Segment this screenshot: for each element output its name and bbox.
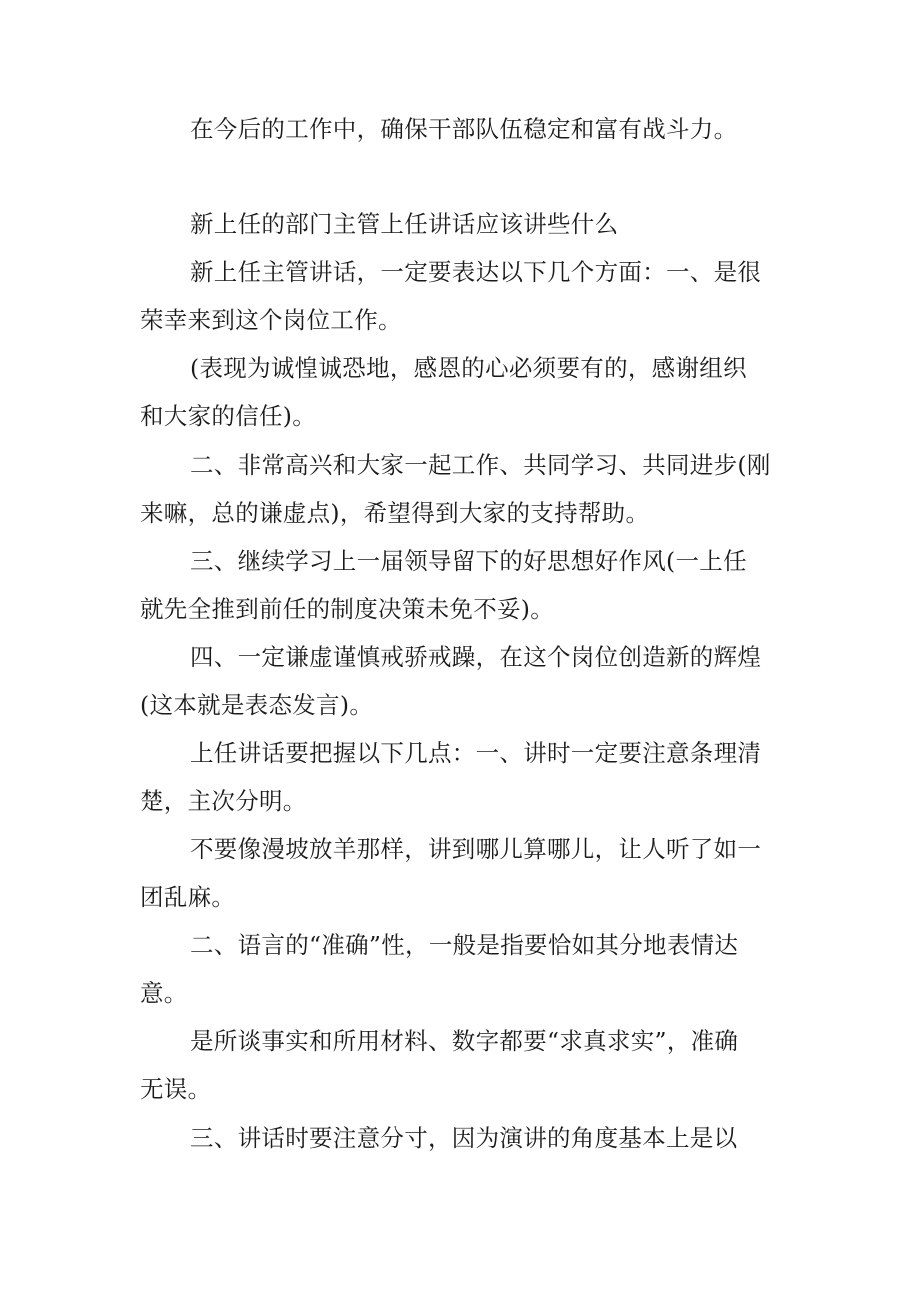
paragraph-3-line-2: 来嘛，总的谦虚点)，希望得到大家的支持帮助。 bbox=[140, 499, 650, 527]
paragraph-4-line-2: 就先全推到前任的制度决策未免不妥)。 bbox=[140, 595, 555, 623]
paragraph-1-line-1: 新上任主管讲话，一定要表达以下几个方面：一、是很 bbox=[190, 258, 762, 286]
paragraph-2-line-1: (表现为诚惶诚恐地，感恩的心必须要有的，感谢组织 bbox=[190, 354, 747, 382]
paragraph-9-line-2: 无误。 bbox=[140, 1075, 212, 1103]
paragraph-1-line-2: 荣幸来到这个岗位工作。 bbox=[140, 306, 402, 334]
paragraph-7-line-1: 不要像漫坡放羊那样，讲到哪儿算哪儿，让人听了如一 bbox=[190, 835, 762, 863]
paragraph-2-line-2: 和大家的信任)。 bbox=[140, 402, 317, 430]
paragraph-6-line-2: 楚，主次分明。 bbox=[140, 787, 307, 815]
paragraph-5-line-2: (这本就是表态发言)。 bbox=[140, 691, 374, 719]
paragraph-3-line-1: 二、非常高兴和大家一起工作、共同学习、共同进步(刚 bbox=[190, 451, 771, 479]
paragraph-9-line-1: 是所谈事实和所用材料、数字都要“求真求实”，准确 bbox=[190, 1027, 739, 1055]
intro-tail-line: 在今后的工作中，确保干部队伍稳定和富有战斗力。 bbox=[190, 115, 738, 143]
paragraph-4-line-1: 三、继续学习上一届领导留下的好思想好作风(一上任 bbox=[190, 547, 747, 575]
section-title: 新上任的部门主管上任讲话应该讲些什么 bbox=[190, 210, 619, 238]
paragraph-7-line-2: 团乱麻。 bbox=[140, 883, 236, 911]
paragraph-10-line-1: 三、讲话时要注意分寸，因为演讲的角度基本上是以 bbox=[190, 1124, 738, 1152]
paragraph-8-line-1: 二、语言的“准确”性，一般是指要恰如其分地表情达 bbox=[190, 931, 739, 959]
paragraph-5-line-1: 四、一定谦虚谨慎戒骄戒躁，在这个岗位创造新的辉煌 bbox=[190, 643, 762, 671]
paragraph-6-line-1: 上任讲话要把握以下几点：一、讲时一定要注意条理清 bbox=[190, 739, 762, 767]
paragraph-8-line-2: 意。 bbox=[140, 979, 188, 1007]
